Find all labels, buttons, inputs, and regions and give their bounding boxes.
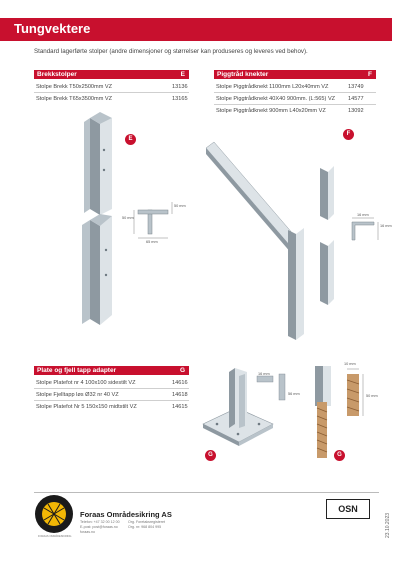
document-date: 23.10.2023 — [385, 512, 391, 538]
dim-plate-height: 56 mm — [288, 392, 300, 396]
row-divider — [34, 92, 189, 93]
osn-logo: OSN — [326, 499, 370, 519]
row-code: 13165 — [172, 96, 188, 102]
row-divider — [34, 400, 189, 401]
row-label: Stolpe Piggtrådknekt 40X40 900mm. (L:565) VZ — [216, 96, 336, 102]
contact-register: Org. Foretaksregisteret — [128, 520, 165, 524]
table-row — [36, 84, 112, 90]
row-divider — [214, 104, 376, 105]
dim-tapp-width: 10 mm — [344, 362, 356, 366]
badge-e: E — [125, 134, 136, 145]
page-title: Tungvektere — [14, 21, 91, 36]
pigg-section-header — [214, 70, 376, 79]
contact-orgnr: Org. nr: 968 804 995 — [128, 525, 162, 529]
dim-brekk-vertical: 50 mm — [122, 216, 134, 220]
dim-pigg-width: 16 mm — [357, 213, 369, 217]
row-code: 14616 — [172, 380, 188, 386]
row-label: Stolpe Platefot Nr 5 150x150 midtstilt VZ — [36, 404, 137, 410]
badge-g-fjelltapp: G — [334, 450, 345, 461]
badge-g-platefot: G — [205, 450, 216, 461]
plate-section-letter: G — [179, 367, 185, 374]
footer-divider — [34, 492, 379, 493]
company-logo-icon — [34, 494, 74, 534]
contact-phone: Telefon: +47 32 00 12 00 — [80, 520, 120, 524]
intro-text: Standard lagerførte stolper (andre dimensjoner og størrelser kan produseres og leveres ved behov). — [34, 48, 308, 55]
row-divider — [34, 388, 189, 389]
dim-pigg-height: 16 mm — [380, 224, 392, 228]
dim-tapp-height: 50 mm — [366, 394, 378, 398]
row-label: Stolpe Brekk T50x2500mm VZ — [36, 84, 113, 90]
company-name: Foraas Områdesikring AS — [80, 510, 172, 519]
row-label: Stolpe Fjelltapp løs Ø32 nr 40 VZ — [36, 392, 119, 398]
row-label: Stolpe Brekk T65x3500mm VZ — [36, 96, 113, 102]
brekk-section-title: Brekkstolper — [37, 71, 77, 78]
page-header — [0, 18, 392, 41]
platefot-illustration — [195, 362, 305, 462]
table-row — [36, 96, 112, 102]
pigg-section-letter: F — [368, 71, 372, 78]
row-code: 14577 — [348, 96, 364, 102]
row-code: 13136 — [172, 84, 188, 90]
dim-brekk-height: 50 mm — [174, 204, 186, 208]
row-label: Stolpe Platefot nr 4 100x100 sidestilt VZ — [36, 380, 136, 386]
contact-web: foraas.no — [80, 530, 95, 534]
badge-f: F — [343, 129, 354, 140]
piggtrad-illustration — [200, 120, 390, 340]
plate-section-title: Plate og fjell tapp adapter — [37, 367, 117, 374]
row-label: Stolpe Piggtrådknekt 1100mm L20x40mm VZ — [216, 84, 329, 90]
dim-plate-width: 16 mm — [258, 372, 270, 376]
pigg-section-title: Piggtråd knekter — [217, 71, 269, 78]
row-code: 14615 — [172, 404, 188, 410]
row-divider — [214, 92, 376, 93]
logo-text: FORAAS OMRÅDESIKRING — [38, 535, 72, 538]
brekk-section-header — [34, 70, 189, 79]
row-code: 13749 — [348, 84, 364, 90]
contact-email: E-post: post@foraas.no — [80, 525, 118, 529]
row-code: 14618 — [172, 392, 188, 398]
row-label: Stolpe Piggtrådknekt 900mm L40x20mm VZ — [216, 108, 326, 114]
brekk-section-letter: E — [180, 71, 185, 78]
fjelltapp-illustration — [305, 362, 390, 472]
dim-brekk-width: 65 mm — [146, 240, 158, 244]
plate-section-header — [34, 366, 189, 375]
row-code: 13092 — [348, 108, 364, 114]
